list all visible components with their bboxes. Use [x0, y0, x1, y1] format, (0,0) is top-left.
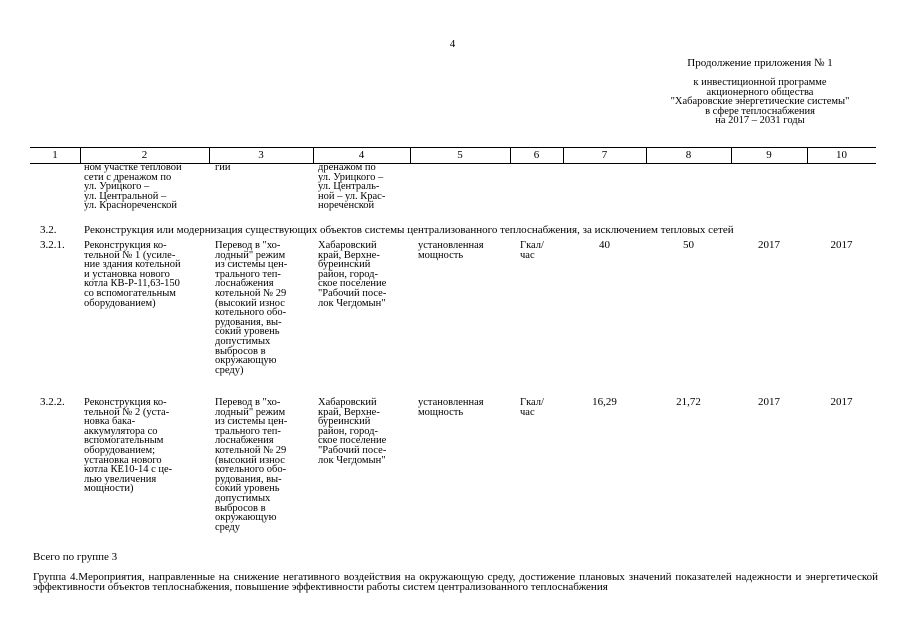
row-start-year: 2017 [758, 396, 780, 408]
continuation-name: ном участке тепловой сети с дренажом по ул. Урицкого – ул. Центральной – ул. Краснореченской [84, 162, 182, 212]
header-cell-10: 10 [836, 149, 847, 161]
continuation-reason: гии [215, 162, 231, 173]
row-unit: Гкал/ час [520, 397, 544, 418]
header-cell-1: 1 [52, 149, 58, 161]
row-parameter: установленная мощность [418, 240, 484, 261]
row-number: 3.2.2. [40, 396, 65, 408]
section-title: Реконструкция или модернизация существующих объектов системы централизованного теплоснабжения, за исключением тепловых сетей [84, 224, 734, 236]
row-location: Хабаровский край, Верхне- буреинский район, город- ское поселение "Рабочий посе- лок Чегдомын" [318, 397, 387, 466]
header-cell-8: 8 [685, 149, 692, 161]
group-total-label: Всего по группе 3 [33, 551, 118, 563]
appendix-title: Продолжение приложения № 1 [687, 57, 833, 69]
group-4-heading: Группа 4.Мероприятия, направленные на снижение негативного воздействия на окружающую среду, достижение плановых значений показателей надежности и энергетической эффективности объектов теплоснабжения, повышение эффективности работы систем централизованного теплоснабжения [33, 571, 878, 593]
page-number: 4 [449, 38, 456, 50]
row-unit: Гкал/ час [520, 240, 544, 261]
header-cell-3: 3 [258, 149, 264, 161]
row-value-before: 16,29 [592, 396, 617, 408]
header-cell-7: 7 [601, 149, 608, 161]
header-cell-5: 5 [457, 149, 463, 161]
row-name: Реконструкция ко- тельной № 2 (уста- новка бака- аккумулятора со вспомогательным оборудованием; установка нового котла КЕ10-14 с це- лью увеличения мощности) [84, 397, 173, 495]
row-end-year: 2017 [830, 239, 853, 251]
section-number: 3.2. [40, 224, 57, 236]
row-parameter: установленная мощность [418, 397, 484, 418]
row-start-year: 2017 [758, 239, 780, 251]
row-reason: Перевод в "хо- лодный" режим из системы цен- трального теп- лоснабжения котельной № 29 (высокий износ котельного обо- рудования, вы- сокий уровень допустимых выбросов в окружающую среду) [215, 240, 288, 376]
appendix-subtitle: к инвестиционной программе акционерного общества "Хабаровские энергетические системы" в сфере теплоснабжения на 2017 – 2031 годы [670, 77, 850, 127]
row-end-year: 2017 [830, 396, 853, 408]
row-name: Реконструкция ко- тельной № 1 (усиле- ние здания котельной и установка нового котла КВ-Р-11,63-150 со вспомогательным оборудованием) [84, 240, 181, 309]
header-cell-4: 4 [358, 149, 365, 161]
row-number: 3.2.1. [40, 239, 65, 251]
row-value-before: 40 [599, 239, 610, 251]
header-cell-9: 9 [766, 149, 772, 161]
row-location: Хабаровский край, Верхне- буреинский район, город- ское поселение "Рабочий посе- лок Чегдомын" [318, 240, 387, 309]
continuation-location: дренажом по ул. Урицкого – ул. Централь- ной – ул. Крас- нореченской [318, 162, 386, 212]
row-reason: Перевод в "хо- лодный" режим из системы цен- трального теп- лоснабжения котельной № 29 (высокий износ котельного обо- рудования, вы- сокий уровень допустимых выбросов в окружающую среду [215, 397, 288, 533]
header-cell-2: 2 [141, 149, 148, 161]
row-value-after: 50 [683, 239, 694, 251]
row-value-after: 21,72 [676, 396, 701, 408]
header-cell-6: 6 [533, 149, 540, 161]
